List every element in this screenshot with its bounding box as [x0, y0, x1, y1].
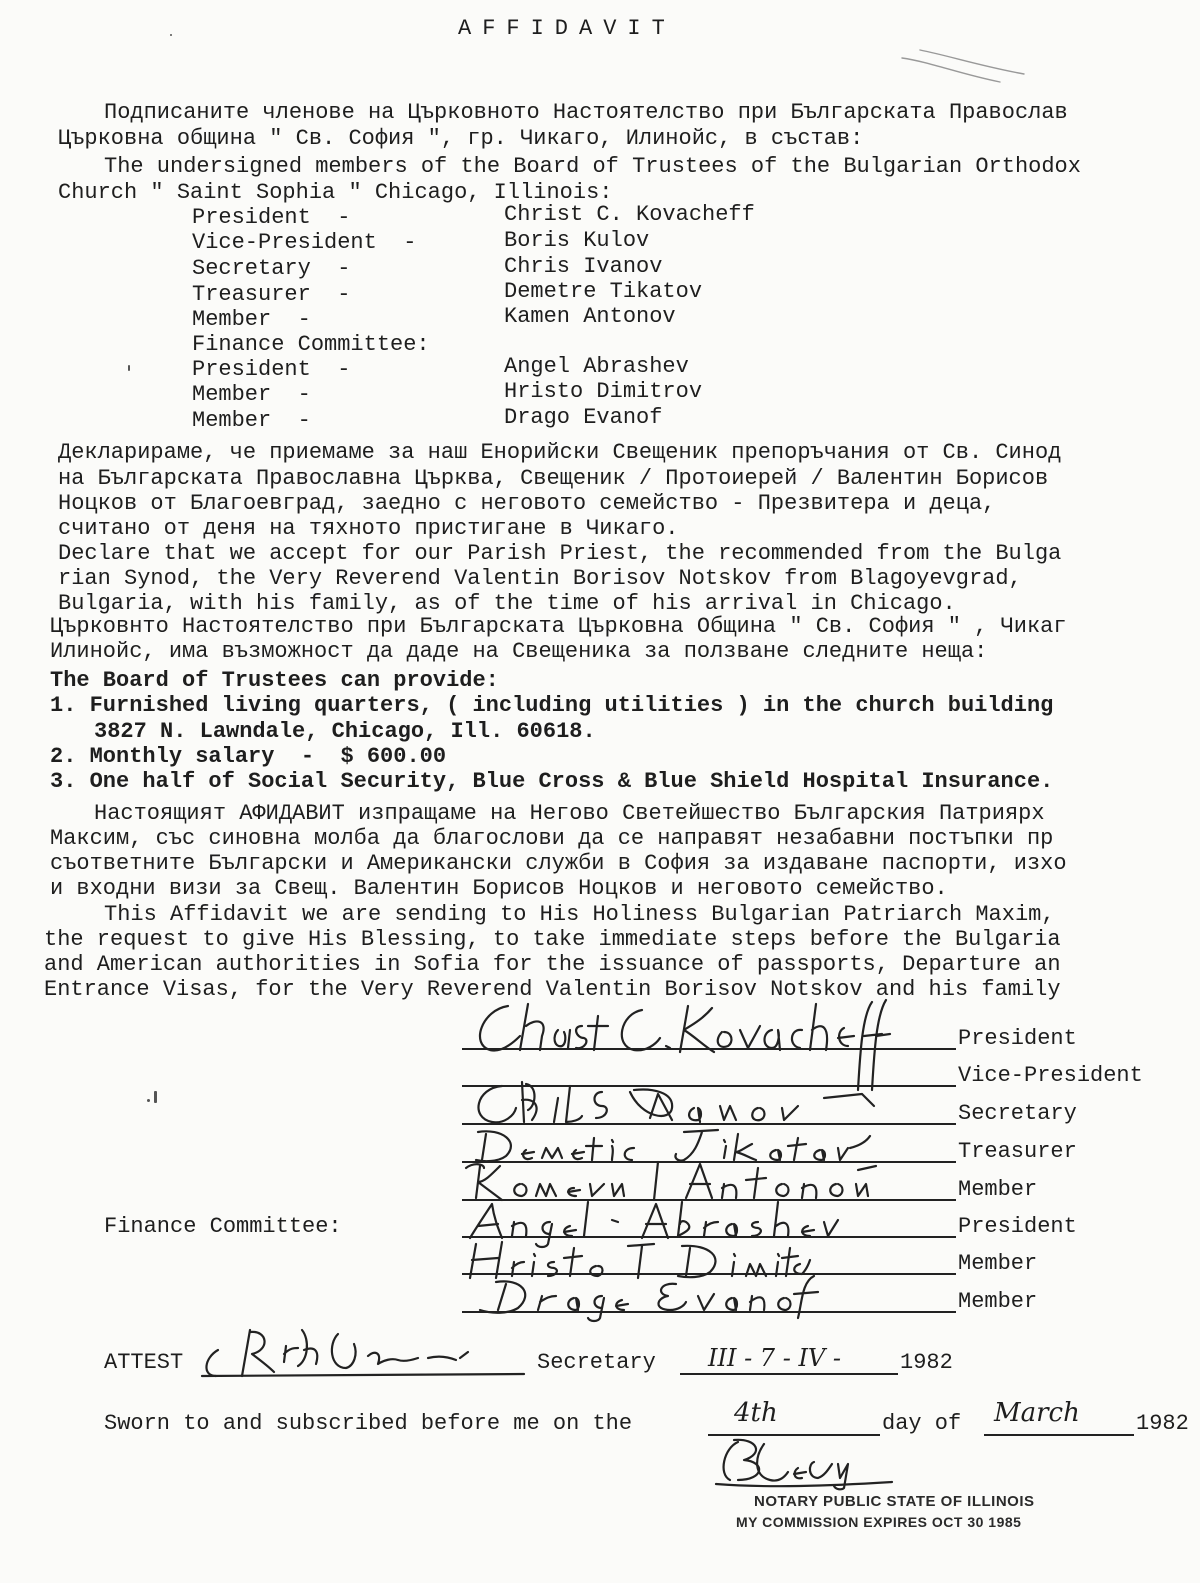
- member-name: Christ C. Kovacheff: [504, 202, 755, 227]
- sworn-month-line: [984, 1434, 1134, 1436]
- provision-item-1: 1. Furnished living quarters, ( including utilities ) in the church building: [50, 693, 1054, 718]
- intro-en-line-2: Church " Saint Sophia " Chicago, Illinois:: [58, 180, 613, 205]
- provision-item-1-address: 3827 N. Lawndale, Chicago, Ill. 60618.: [94, 719, 596, 744]
- label-fin-president: President: [958, 1214, 1077, 1239]
- intro-en-line-1: The undersigned members of the Board of Trustees of the Bulgarian Orthodox: [104, 154, 1081, 179]
- member-name: Kamen Antonov: [504, 304, 676, 329]
- attest-secretary-label: Secretary: [537, 1350, 656, 1375]
- document-title: AFFIDAVIT: [458, 16, 676, 41]
- declaration-bg-line-5: Църковнто Настоятелство при Българската Църковна Община " Св. София " , Чикаг: [50, 614, 1067, 639]
- label-treasurer: Treasurer: [958, 1139, 1077, 1164]
- attest-year: 1982: [900, 1350, 953, 1375]
- member-role: Vice-President -: [192, 230, 417, 255]
- scan-mark: [128, 365, 130, 371]
- attest-date-line: [680, 1373, 898, 1375]
- declaration-bg-line-1: Декларираме, че приемаме за наш Енорийски Свещеник препоръчания от Св. Синод: [58, 440, 1062, 465]
- member-role: President -: [192, 357, 351, 382]
- sworn-month-handwritten: March: [994, 1398, 1080, 1428]
- member-name: Angel Abrashev: [504, 354, 689, 379]
- label-secretary: Secretary: [958, 1101, 1077, 1126]
- declaration-en-line-3: Bulgaria, with his family, as of the time of his arrival in Chicago.: [58, 591, 956, 616]
- member-role: President -: [192, 205, 351, 230]
- member-role: Member -: [192, 408, 311, 433]
- label-finance-committee: Finance Committee:: [104, 1214, 342, 1239]
- closing-bg-line-1: Настоящият АФИДАВИТ изпращаме на Негово Светейшество Българския Патриярх: [94, 801, 1045, 826]
- signature-notary: [708, 1434, 898, 1490]
- member-name: Boris Kulov: [504, 228, 650, 253]
- member-role: Treasurer -: [192, 282, 351, 307]
- closing-en-line-4: Entrance Visas, for the Very Reverend Valentin Borisov Notskov and his family: [44, 977, 1061, 1002]
- closing-bg-line-4: и входни визи за Свещ. Валентин Борисов Ноцков и неговото семейство.: [50, 876, 948, 901]
- attest-label: ATTEST: [104, 1350, 184, 1375]
- member-name: Demetre Tikatov: [504, 279, 703, 304]
- sworn-day-of: day of: [882, 1411, 962, 1436]
- closing-bg-line-2: Максим, със синовна молба да благослови да се направят незабавни постъпки пр: [50, 826, 1054, 851]
- declaration-bg-line-4: считано от деня на тяхното пристигане в Чикаго.: [58, 516, 679, 541]
- notary-stamp-line-1: NOTARY PUBLIC STATE OF ILLINOIS: [754, 1493, 1035, 1510]
- sworn-year: 1982: [1136, 1411, 1189, 1436]
- label-fin-member-2: Member: [958, 1289, 1038, 1314]
- scan-mark: [147, 1099, 150, 1102]
- attest-date-handwritten: III - 7 - IV -: [708, 1344, 841, 1372]
- closing-en-line-1: This Affidavit we are sending to His Holiness Bulgarian Patriarch Maxim,: [104, 902, 1055, 927]
- signature-attest: [198, 1320, 528, 1380]
- closing-en-line-3: and American authorities in Sofia for the issuance of passports, Departure an: [44, 952, 1061, 977]
- declaration-en-line-2: rian Synod, the Very Reverend Valentin Borisov Notskov from Blagoyevgrad,: [58, 566, 1022, 591]
- member-role: Member -: [192, 307, 311, 332]
- intro-bg-line-1: Подписаните членове на Църковното Настоятелство при Българската Православ: [104, 100, 1068, 125]
- provision-item-2: 2. Monthly salary - $ 600.00: [50, 744, 447, 769]
- finance-committee-heading: Finance Committee:: [192, 332, 430, 357]
- declaration-bg-line-2: на Българската Православна Църква, Свещеник / Протоиерей / Валентин Борисов: [58, 466, 1049, 491]
- sworn-text: Sworn to and subscribed before me on the: [104, 1411, 633, 1436]
- scan-smudge: [900, 38, 1030, 88]
- notary-stamp-line-2: MY COMMISSION EXPIRES OCT 30 1985: [736, 1514, 1022, 1530]
- signature-evanof: [462, 1272, 842, 1320]
- label-fin-member-1: Member: [958, 1251, 1038, 1276]
- declaration-en-line-1: Declare that we accept for our Parish Priest, the recommended from the Bulga: [58, 541, 1062, 566]
- intro-bg-line-2: Църковна община " Св. София ", гр. Чикаго, Илинойс, в състав:: [58, 126, 864, 151]
- label-member: Member: [958, 1177, 1038, 1202]
- member-name: Drago Evanof: [504, 405, 663, 430]
- declaration-bg-line-6: Илинойс, има възможност да даде на Свещеника за ползване следните неща:: [50, 639, 988, 664]
- declaration-bg-line-3: Ноцков от Благоевград, заедно с неговото семейство - Презвитера и деца,: [58, 491, 996, 516]
- label-president: President: [958, 1026, 1077, 1051]
- member-role: Secretary -: [192, 256, 351, 281]
- signature-ivanov: [462, 1078, 892, 1130]
- member-name: Chris Ivanov: [504, 254, 663, 279]
- closing-en-line-2: the request to give His Blessing, to take immediate steps before the Bulgaria: [44, 927, 1061, 952]
- scan-mark: [154, 1091, 157, 1103]
- member-name: Hristo Dimitrov: [504, 379, 703, 404]
- closing-bg-line-3: съответните Български и Американски служби в София за издаване паспорти, изхо: [50, 851, 1067, 876]
- sworn-day-handwritten: 4th: [734, 1398, 778, 1428]
- scan-mark: [170, 34, 172, 36]
- provisions-heading: The Board of Trustees can provide:: [50, 668, 499, 693]
- provision-item-3: 3. One half of Social Security, Blue Cross & Blue Shield Hospital Insurance.: [50, 769, 1054, 794]
- member-role: Member -: [192, 382, 311, 407]
- label-vice-president: Vice-President: [958, 1063, 1143, 1088]
